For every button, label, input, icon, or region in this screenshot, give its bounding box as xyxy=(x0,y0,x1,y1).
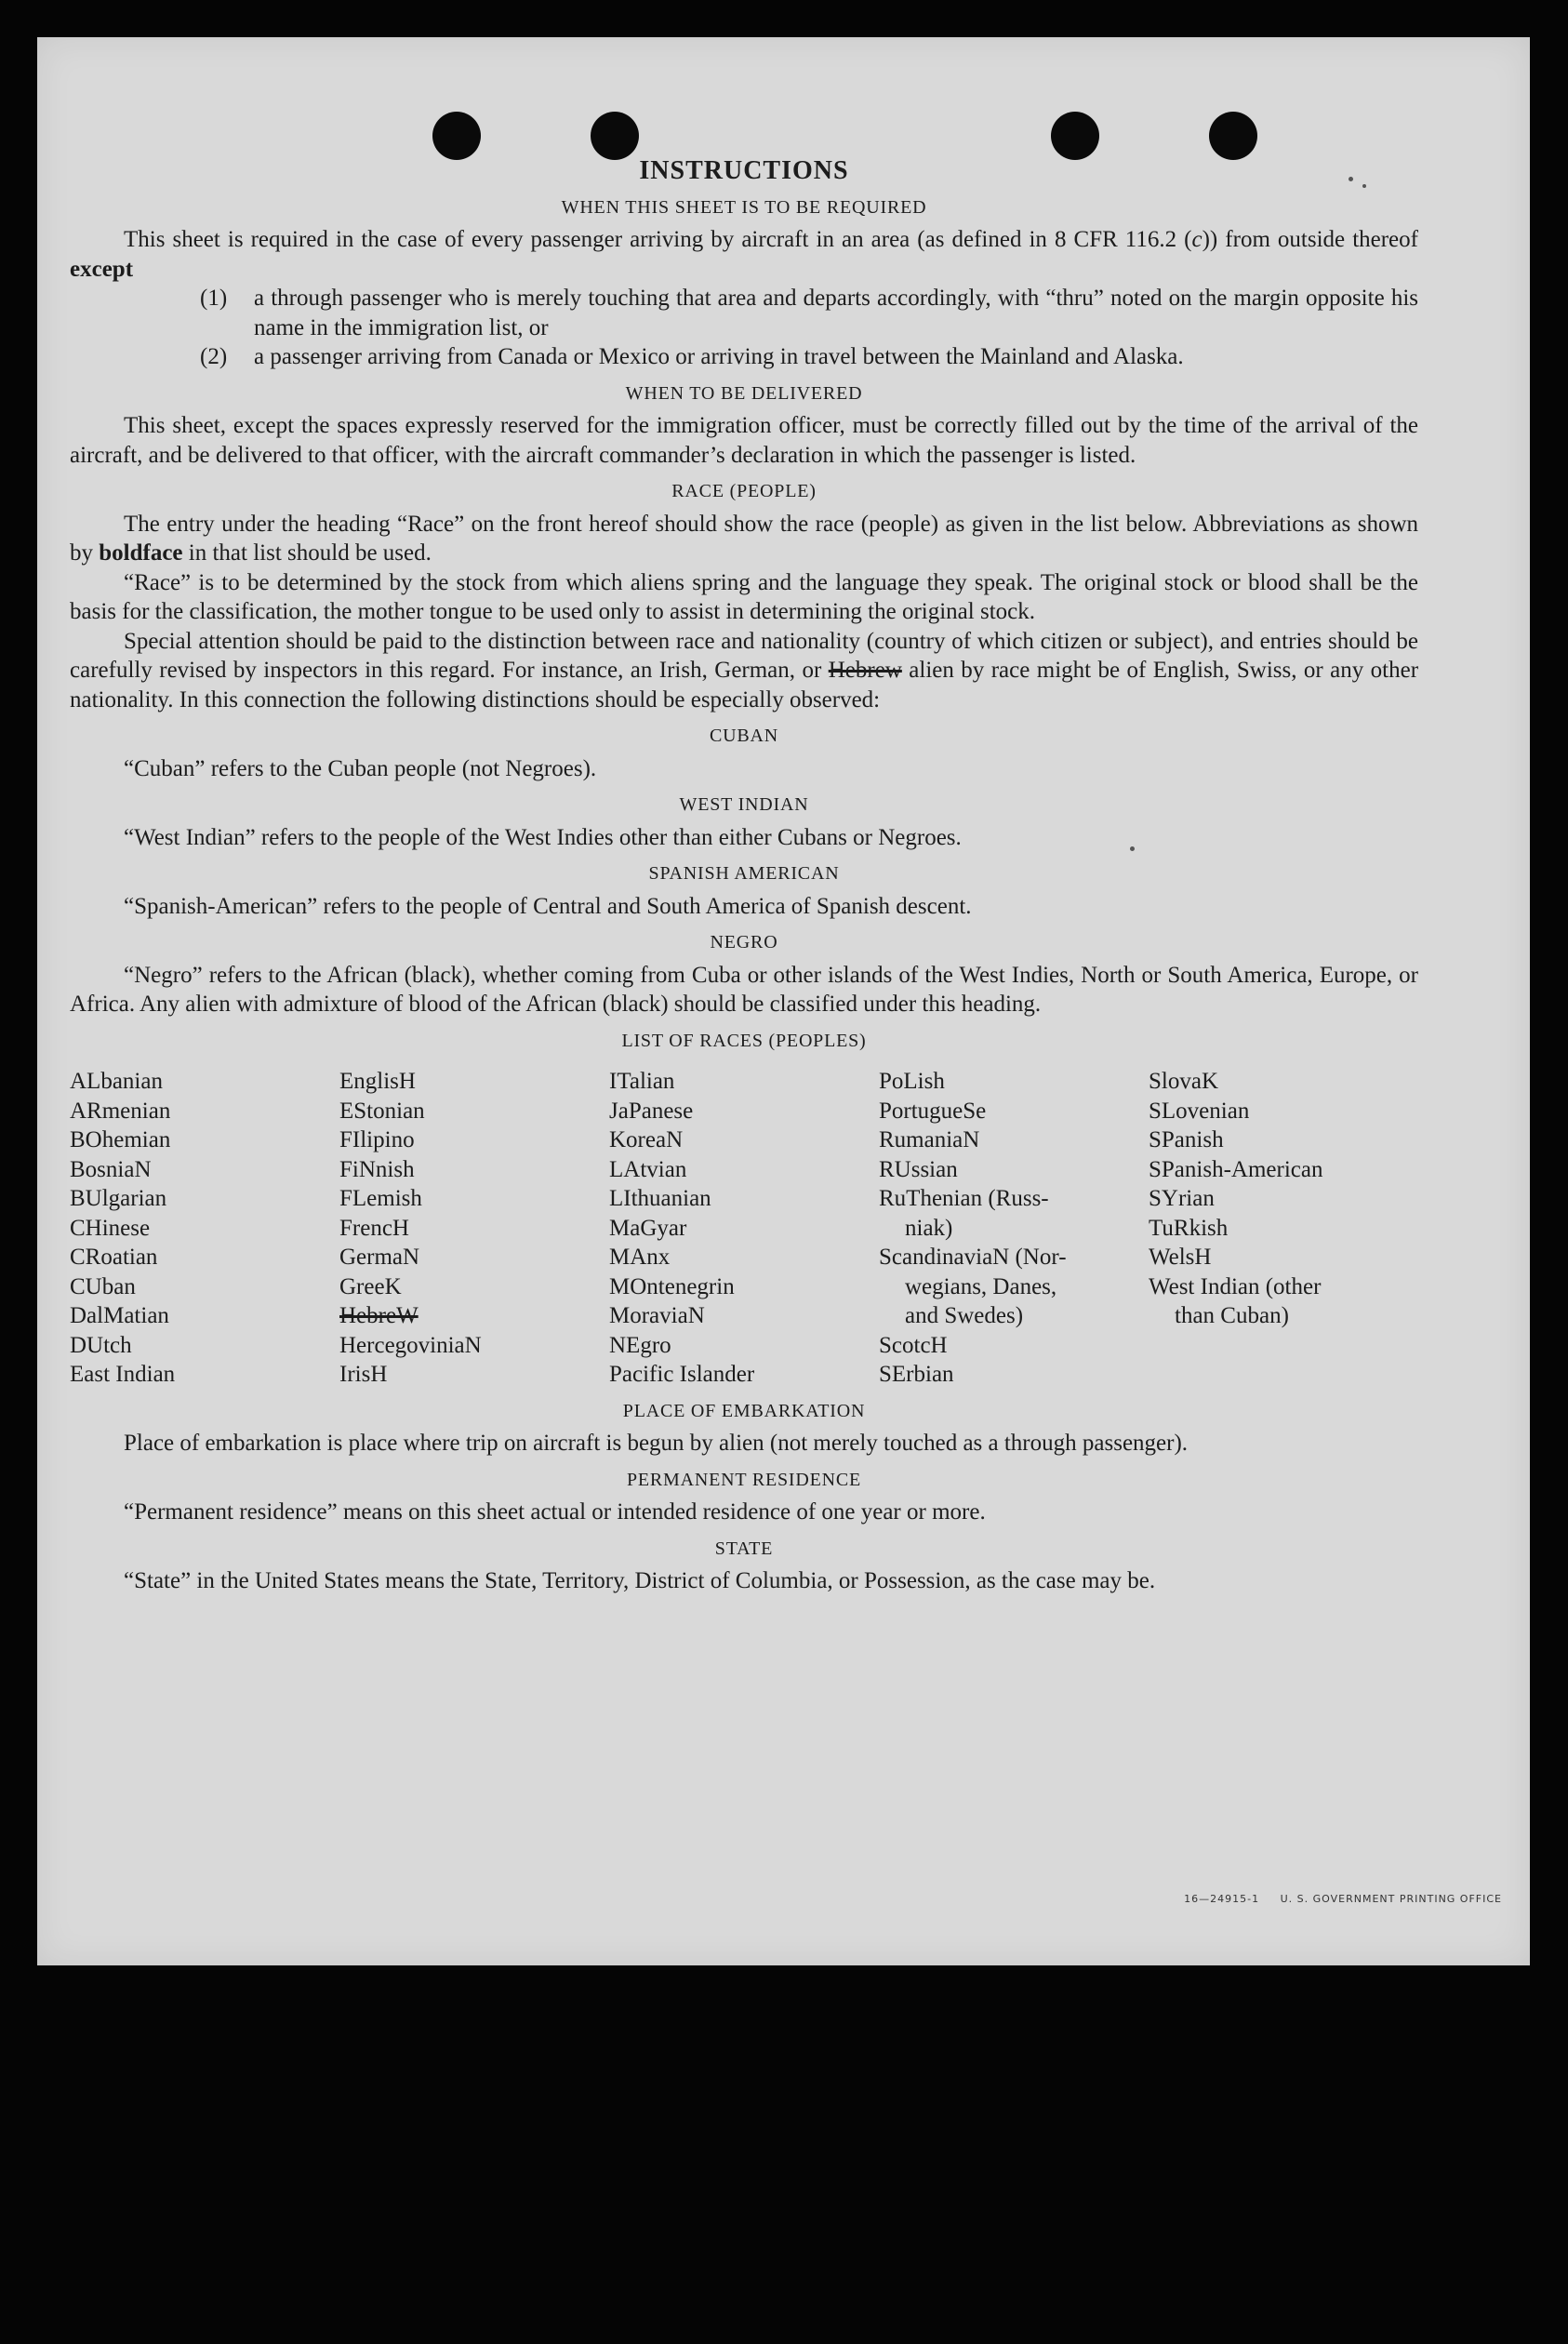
race-item: DalMatian xyxy=(70,1303,169,1328)
race-item: ALbanian xyxy=(70,1069,163,1094)
race-item: MaGyar xyxy=(609,1215,687,1241)
race-item: SPanish-American xyxy=(1149,1156,1323,1182)
negro-text: “Negro” refers to the African (black), whether coming from Cuba or other islands of the West Indies, North or South America, Europe, or Africa. Any alien with admixture of blood of the African (black) should be classified under this heading. xyxy=(70,962,1418,1017)
heading-embarkation: PLACE OF EMBARKATION xyxy=(622,1400,866,1421)
race-column-2 xyxy=(339,1067,609,1390)
race-item: GreeK xyxy=(339,1273,402,1299)
residence-text: “Permanent residence” means on this sheet actual or intended residence of one year or more. xyxy=(124,1499,986,1525)
form-number: 16—24915-1 xyxy=(1184,1893,1260,1905)
race-item: NEgro xyxy=(609,1332,671,1358)
state-text: “State” in the United States means the State, Territory, District of Columbia, or Possession, as the case may be. xyxy=(124,1568,1156,1593)
race-item: BOhemian xyxy=(70,1127,171,1152)
race-item: WelsH xyxy=(1149,1245,1212,1270)
race-item: IrisH xyxy=(339,1362,388,1387)
race-item-struck: HebreW xyxy=(339,1303,419,1328)
heading-negro: NEGRO xyxy=(710,932,778,952)
race-item-continuation: and Swedes) xyxy=(905,1303,1024,1328)
punch-hole xyxy=(591,112,639,160)
heading-race: RACE (PEOPLE) xyxy=(671,481,817,501)
race-item: RuThenian (Russ- xyxy=(879,1186,1049,1211)
heading-list-of-races: LIST OF RACES (PEOPLES) xyxy=(621,1030,867,1051)
race-item: GermaN xyxy=(339,1245,420,1270)
heading-state: STATE xyxy=(714,1538,774,1559)
race-item: ScandinaviaN (Nor- xyxy=(879,1245,1067,1270)
instruction-sheet xyxy=(37,37,1530,1965)
punch-hole xyxy=(1051,112,1099,160)
race-item: MoraviaN xyxy=(609,1303,705,1328)
race-item: ScotcH xyxy=(879,1332,948,1358)
race-item-continuation: niak) xyxy=(905,1215,953,1241)
race-item: FLemish xyxy=(339,1186,422,1211)
west-indian-text: “West Indian” refers to the people of the West Indies other than either Cubans or Negroes. xyxy=(124,824,962,850)
race-item: BUlgarian xyxy=(70,1186,167,1211)
required-item-2: (2) a passenger arriving from Canada or Mexico or arriving in travel between the Mainland and Alaska. xyxy=(200,344,1184,369)
race-item: LAtvian xyxy=(609,1156,687,1182)
race-item: MOntenegrin xyxy=(609,1273,735,1299)
race-paragraph-3: Special attention should be paid to the distinction between race and nationality (country of which citizen or subject), and entries should be carefully revised by inspectors in this regard. For instance, an Irish, German, or Hebrew alien by race might be of English, Swiss, or any other nationality. In this connection the following distinctions should be especially observed: xyxy=(70,628,1419,713)
race-item: KoreaN xyxy=(609,1127,684,1152)
delivered-text: This sheet, except the spaces expressly reserved for the immigration officer, must be correctly filled out by the time of the arrival of the aircraft, and be delivered to that officer, with the aircraft commander’s declaration in which the passenger is listed. xyxy=(70,413,1418,468)
race-item: EStonian xyxy=(339,1098,425,1124)
spanish-american-text: “Spanish-American” refers to the people of Central and South America of Spanish descent. xyxy=(124,893,972,919)
race-item: Pacific Islander xyxy=(609,1362,755,1387)
race-item: BosniaN xyxy=(70,1156,152,1182)
race-paragraph-1: The entry under the heading “Race” on the front hereof should show the race (people) as given in the list below. Abbreviations as shown by boldface in that list should be used. xyxy=(70,511,1418,566)
race-item: RumaniaN xyxy=(879,1127,980,1152)
race-item-continuation: wegians, Danes, xyxy=(905,1273,1057,1299)
race-item: FIlipino xyxy=(339,1127,415,1152)
race-item: SYrian xyxy=(1149,1186,1215,1211)
race-column-1 xyxy=(70,1067,339,1390)
print-footer xyxy=(1167,1893,1502,1905)
race-item: ARmenian xyxy=(70,1098,171,1124)
page-title: INSTRUCTIONS xyxy=(639,156,849,185)
race-item: LIthuanian xyxy=(609,1186,711,1211)
race-column-4 xyxy=(879,1067,1149,1390)
race-item: East Indian xyxy=(70,1362,176,1387)
race-item: RUssian xyxy=(879,1156,958,1182)
heading-west-indian: WEST INDIAN xyxy=(679,794,809,815)
race-item: FrencH xyxy=(339,1215,409,1241)
heading-delivered: WHEN TO BE DELIVERED xyxy=(625,382,863,404)
race-item: HercegoviniaN xyxy=(339,1332,482,1358)
cuban-text: “Cuban” refers to the Cuban people (not Negroes). xyxy=(124,755,597,781)
heading-spanish-american: SPANISH AMERICAN xyxy=(648,863,840,884)
heading-required: WHEN THIS SHEET IS TO BE REQUIRED xyxy=(561,196,927,218)
required-item-1: (1) a through passenger who is merely touching that area and departs accordingly, with “thru” noted on the margin opposite his name in the immigration list, or xyxy=(200,286,1418,340)
embarkation-text: Place of embarkation is place where trip on aircraft is begun by alien (not merely touched as a through passenger). xyxy=(124,1431,1189,1456)
punch-hole xyxy=(1209,112,1257,160)
race-item: CRoatian xyxy=(70,1245,158,1270)
printer-name: U. S. GOVERNMENT PRINTING OFFICE xyxy=(1280,1893,1502,1905)
race-item: SErbian xyxy=(879,1362,954,1387)
heading-cuban: CUBAN xyxy=(709,726,778,746)
race-item: SLovenian xyxy=(1149,1098,1250,1124)
race-item: PoLish xyxy=(879,1069,945,1094)
race-item: FiNnish xyxy=(339,1156,415,1182)
race-item: JaPanese xyxy=(609,1098,694,1124)
race-item: SlovaK xyxy=(1149,1069,1218,1094)
race-item: DUtch xyxy=(70,1332,132,1358)
race-item: CHinese xyxy=(70,1215,151,1241)
race-item: CUban xyxy=(70,1273,136,1299)
race-item: TuRkish xyxy=(1149,1215,1229,1241)
race-column-3 xyxy=(609,1067,879,1390)
required-intro: This sheet is required in the case of every passenger arriving by aircraft in an area (as defined in 8 CFR 116.2 (c)) from outside thereof except xyxy=(70,227,1418,282)
race-item: SPanish xyxy=(1149,1127,1224,1152)
race-column-5 xyxy=(1149,1067,1418,1390)
heading-residence: PERMANENT RESIDENCE xyxy=(626,1469,862,1490)
race-item: MAnx xyxy=(609,1245,671,1270)
race-item-continuation: than Cuban) xyxy=(1175,1303,1289,1328)
race-item: ITalian xyxy=(609,1069,675,1094)
sheet-content xyxy=(70,156,1418,1596)
punch-hole xyxy=(432,112,481,160)
race-list xyxy=(70,1067,1418,1390)
race-item: EnglisH xyxy=(339,1069,416,1094)
race-item: West Indian (other xyxy=(1149,1273,1322,1299)
race-paragraph-2: “Race” is to be determined by the stock from which aliens spring and the language they speak. The original stock or blood shall be the basis for the classification, the mother tongue to be used only to assist in determining the original stock. xyxy=(70,569,1418,624)
race-item: PortugueSe xyxy=(879,1098,987,1124)
